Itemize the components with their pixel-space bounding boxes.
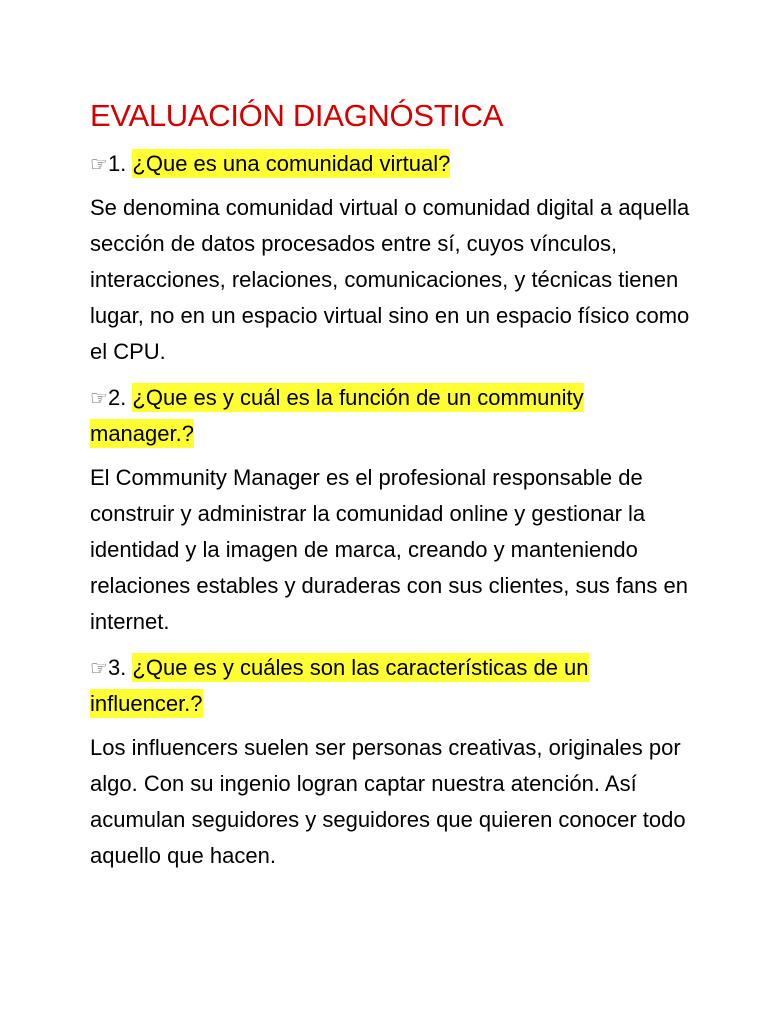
question-text: ¿Que es una comunidad virtual? <box>132 151 451 176</box>
document-title: EVALUACIÓN DIAGNÓSTICA <box>90 98 504 133</box>
question-text: ¿Que es y cuál es la función de un community manager.? <box>90 385 584 446</box>
question-number: 2. <box>107 385 127 410</box>
answer-2: El Community Manager es el profesional responsable de construir y administrar la comunidad online y gestionar la identidad y la imagen de marca, creando y manteniendo relaciones estables y duraderas con sus clientes, sus fans en internet. <box>90 465 688 634</box>
question-1 <box>90 146 690 182</box>
document-page <box>90 96 690 884</box>
answer-1: Se denomina comunidad virtual o comunidad digital a aquella sección de datos procesados entre sí, cuyos vínculos, interacciones, relaciones, comunicaciones, y técnicas tienen lugar, no en un espacio virtual sino en un espacio físico como el CPU. <box>90 195 690 364</box>
pointing-hand-icon: ☞ <box>90 656 108 680</box>
question-text: ¿Que es y cuáles son las características de un influencer.? <box>90 655 589 716</box>
question-number: 3. <box>107 655 127 680</box>
question-2 <box>90 380 690 452</box>
question-number: 1. <box>107 151 127 176</box>
answer-3: Los influencers suelen ser personas creativas, originales por algo. Con su ingenio logran captar nuestra atención. Así acumulan seguidores y seguidores que quieren conocer todo aquello que hacen. <box>90 735 686 868</box>
pointing-hand-icon: ☞ <box>90 152 108 176</box>
question-3 <box>90 650 690 722</box>
pointing-hand-icon: ☞ <box>90 386 108 410</box>
